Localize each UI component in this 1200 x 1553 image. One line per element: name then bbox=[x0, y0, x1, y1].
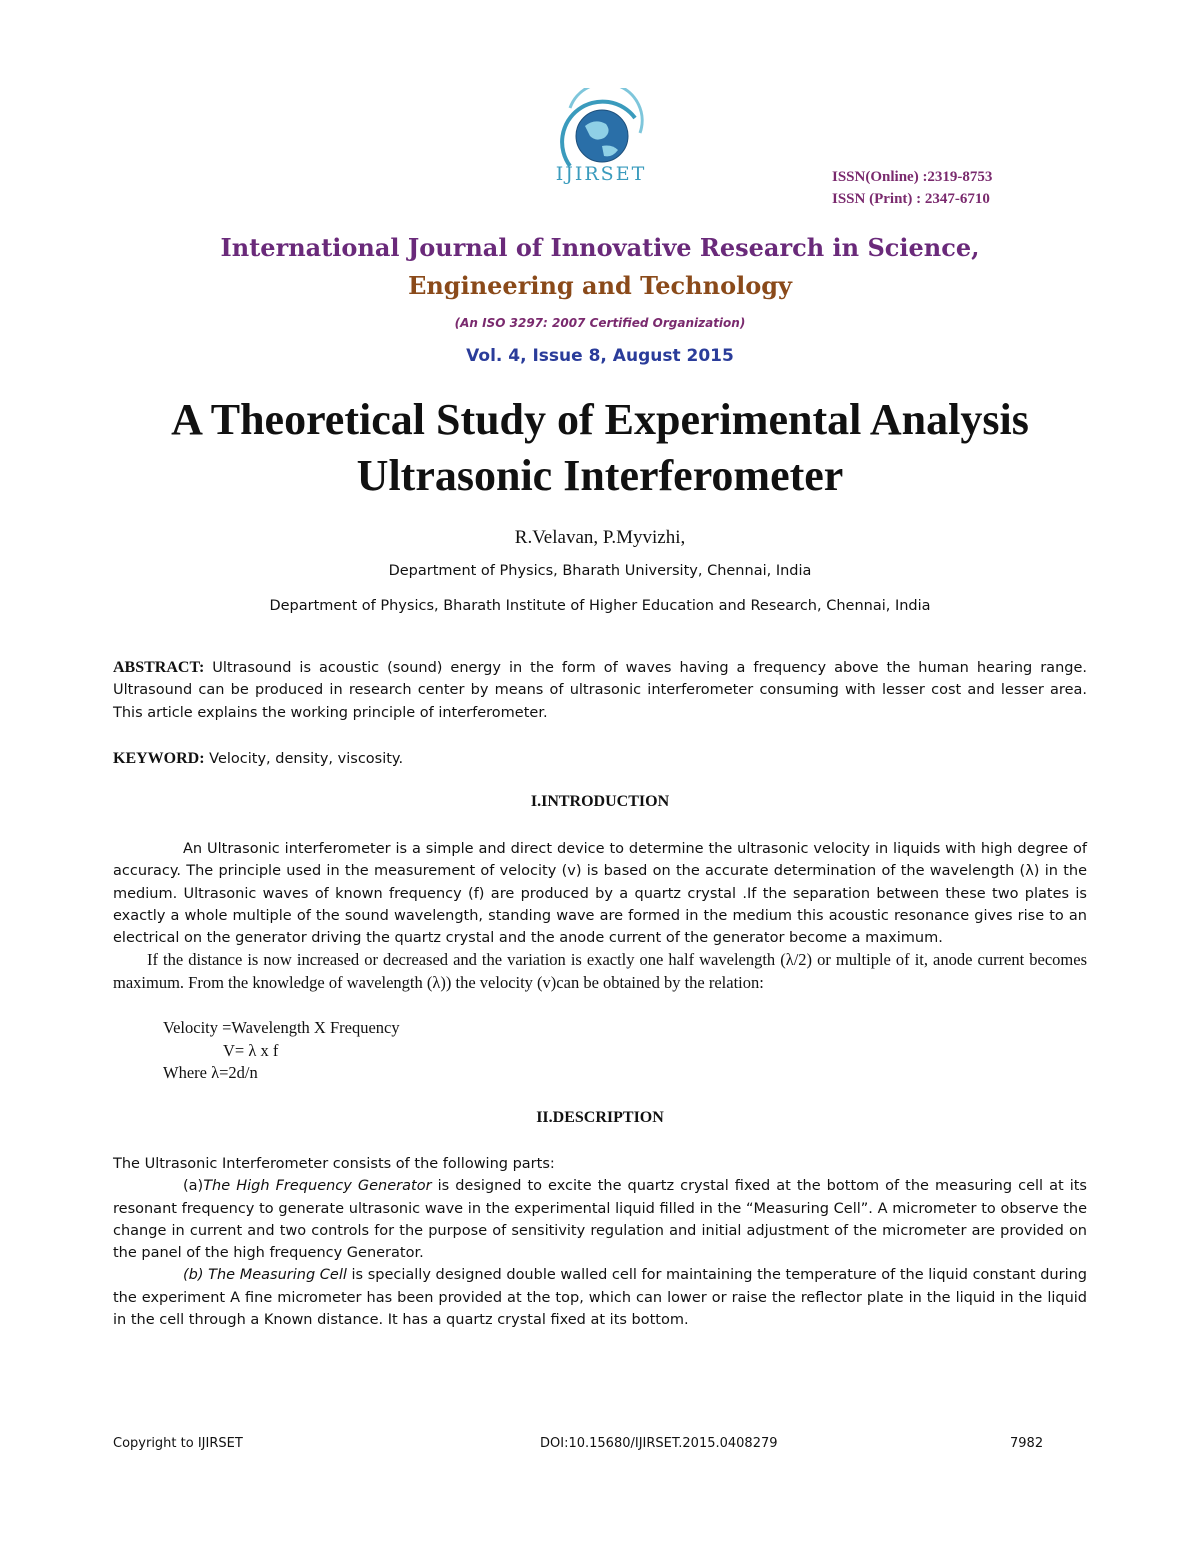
part-a-text: is designed to excite the quartz crystal fixed at the bottom of the measuring cell at its resonant frequency to generate ultrasonic wave in the experimental liquid filled in the “Measuring Cell”. A micrometer to observe the change in current and two controls for the purpose of sensitivity regulation and initial adjustment of the micrometer are provided on the panel of the high frequency Generator. bbox=[113, 1178, 1087, 1262]
authors: R.Velavan, P.Myvizhi, bbox=[514, 527, 686, 548]
intro-paragraph-1: An Ultrasonic interferometer is a simple and direct device to determine the ultrasonic velocity in liquids with high degree of accuracy. The principle used in the measurement of velocity (v) is based on the accurate determination of the wavelength (λ) in the medium. Ultrasonic waves of known frequency (f) are produced by a quartz crystal .If the separation between these two plates is exactly a whole multiple of the sound wavelength, standing wave are formed in the medium this acoustic resonance gives rise to an electrical on the generator driving the quartz crystal and the anode current of the generator become a maximum. bbox=[113, 841, 1087, 947]
part-a-term: The High Frequency Generator bbox=[203, 1178, 432, 1195]
issn-online: ISSN(Online) :2319-8753 bbox=[832, 169, 993, 185]
journal-title-line2: Engineering and Technology bbox=[408, 271, 792, 300]
description-intro: The Ultrasonic Interferometer consists of the following parts: bbox=[113, 1156, 555, 1172]
part-b-text: is specially designed double walled cell for maintaining the temperature of the liquid constant during the experiment A fine micrometer has been provided at the top, which can lower or raise the reflector plate in the liquid in the liquid in the cell through a Known distance. It has a quartz crystal fixed at its bottom. bbox=[113, 1267, 1087, 1329]
logo-text: IJIRSET bbox=[555, 163, 647, 185]
footer-copyright: Copyright to IJIRSET bbox=[113, 1436, 243, 1451]
introduction-body bbox=[113, 838, 1087, 994]
volume-issue: Vol. 4, Issue 8, August 2015 bbox=[466, 346, 734, 366]
paper-title bbox=[60, 392, 1140, 504]
formula-velocity: Velocity =Wavelength X Frequency bbox=[163, 1018, 400, 1037]
abstract-label: ABSTRACT: bbox=[113, 659, 205, 676]
affiliation-1: Department of Physics, Bharath University, Chennai, India bbox=[388, 563, 812, 579]
part-b-term: (b) The Measuring Cell bbox=[183, 1267, 347, 1284]
issn-print: ISSN (Print) : 2347-6710 bbox=[832, 191, 990, 207]
section-heading-description: II.DESCRIPTION bbox=[536, 1109, 664, 1126]
formula-lambda: Where λ=2d/n bbox=[163, 1063, 258, 1082]
issn-block bbox=[832, 166, 992, 210]
abstract bbox=[113, 657, 1087, 724]
footer-doi: DOI:10.15680/IJIRSET.2015.0408279 bbox=[540, 1436, 778, 1451]
description-part-b bbox=[113, 1264, 1087, 1331]
footer-page-number: 7982 bbox=[1010, 1436, 1044, 1451]
intro-paragraph-2: If the distance is now increased or decreased and the variation is exactly one half wavelength (λ/2) or multiple of it, anode current becomes maximum. From the knowledge of wavelength (λ)) the velocity (v)can be obtained by the relation: bbox=[113, 950, 1087, 992]
keyword-label: KEYWORD: bbox=[113, 750, 205, 767]
keyword-text: Velocity, density, viscosity. bbox=[204, 751, 404, 767]
section-heading-introduction: I.INTRODUCTION bbox=[530, 793, 670, 810]
journal-title-line1: International Journal of Innovative Research in Science, bbox=[220, 233, 980, 262]
description-body bbox=[113, 1153, 1087, 1331]
iso-certification: (An ISO 3297: 2007 Certified Organization) bbox=[454, 316, 746, 330]
description-part-a bbox=[113, 1175, 1087, 1264]
journal-title bbox=[100, 229, 1100, 305]
formula-v-lambda-f: V= λ x f bbox=[223, 1041, 279, 1060]
affiliation-2: Department of Physics, Bharath Institute of Higher Education and Research, Chennai, India bbox=[269, 598, 931, 614]
paper-title-line1: A Theoretical Study of Experimental Analysis bbox=[171, 395, 1029, 444]
paper-title-line2: Ultrasonic Interferometer bbox=[356, 451, 844, 500]
abstract-text: Ultrasound is acoustic (sound) energy in the form of waves having a frequency above the human hearing range. Ultrasound can be produced in research center by means of ultrasonic interferometer consuming with lesser cost and lesser area. This article explains the working principle of interferometer. bbox=[113, 660, 1087, 721]
keywords bbox=[113, 748, 1087, 770]
part-a-prefix: (a) bbox=[183, 1178, 204, 1195]
